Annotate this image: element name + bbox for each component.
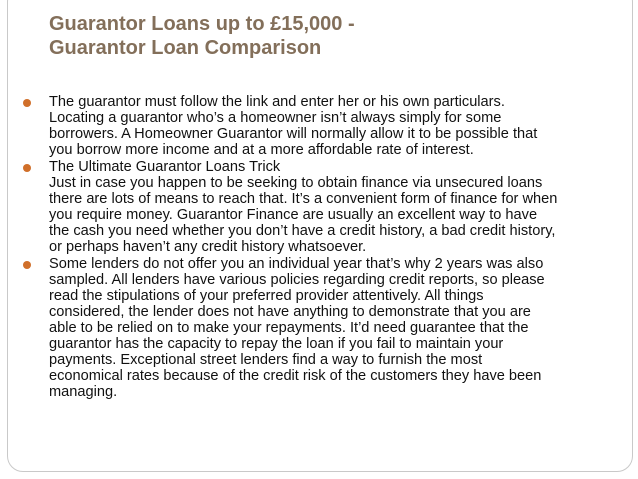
bullet-3-line-7: payments. Exceptional street lenders find a way to furnish the most — [49, 352, 483, 368]
bullet-2-line-6: or perhaps haven’t any credit history whatsoever. — [49, 239, 367, 255]
bullet-dot-icon — [23, 99, 31, 107]
bullet-3-line-2: sampled. All lenders have various policies regarding credit reports, so please — [49, 272, 545, 288]
bullet-dot-icon — [23, 261, 31, 269]
bullet-2-line-4: you require money. Guarantor Finance are usually an excellent way to have — [49, 207, 538, 223]
bullet-3-line-8: economical rates because of the credit risk of the customers they have been — [49, 368, 542, 384]
bullet-1-line-1: The guarantor must follow the link and enter her or his own particulars. — [49, 94, 505, 110]
bullet-item-1 — [22, 94, 622, 158]
bullet-3-line-3: read the stipulations of your preferred provider attentively. All things — [49, 288, 484, 304]
bullet-item-3 — [22, 256, 622, 400]
bullet-3-line-1: Some lenders do not offer you an individual year that’s why 2 years was also — [49, 256, 544, 272]
bullet-2-line-1: The Ultimate Guarantor Loans Trick — [49, 159, 281, 175]
bullet-dot-icon — [23, 164, 31, 172]
bullet-1-line-3: borrowers. A Homeowner Guarantor will normally allow it to be possible that — [49, 126, 538, 142]
bullet-3-line-9: managing. — [49, 384, 118, 400]
slide-title — [49, 12, 355, 60]
bullet-list — [22, 94, 622, 401]
bullet-2-line-3: there are lots of means to reach that. It’s a convenient form of finance for when — [49, 191, 558, 207]
bullet-3-line-4: considered, the lender does not have anything to demonstrate that you are — [49, 304, 531, 320]
bullet-2-line-2: Just in case you happen to be seeking to obtain finance via unsecured loans — [49, 175, 543, 191]
bullet-2-line-5: the cash you need whether you don’t have a credit history, a bad credit history, — [49, 223, 556, 239]
bullet-1-line-4: you borrow more income and at a more affordable rate of interest. — [49, 142, 474, 158]
bullet-1-line-2: Locating a guarantor who’s a homeowner isn’t always simply for some — [49, 110, 502, 126]
title-line-1: Guarantor Loans up to £15,000 - — [49, 13, 355, 35]
bullet-item-2 — [22, 159, 622, 255]
bullet-3-line-5: able to be relied on to make your repayments. It’d need guarantee that the — [49, 320, 529, 336]
title-line-2: Guarantor Loan Comparison — [49, 37, 322, 59]
bullet-3-line-6: guarantor has the capacity to repay the loan if you fail to maintain your — [49, 336, 504, 352]
